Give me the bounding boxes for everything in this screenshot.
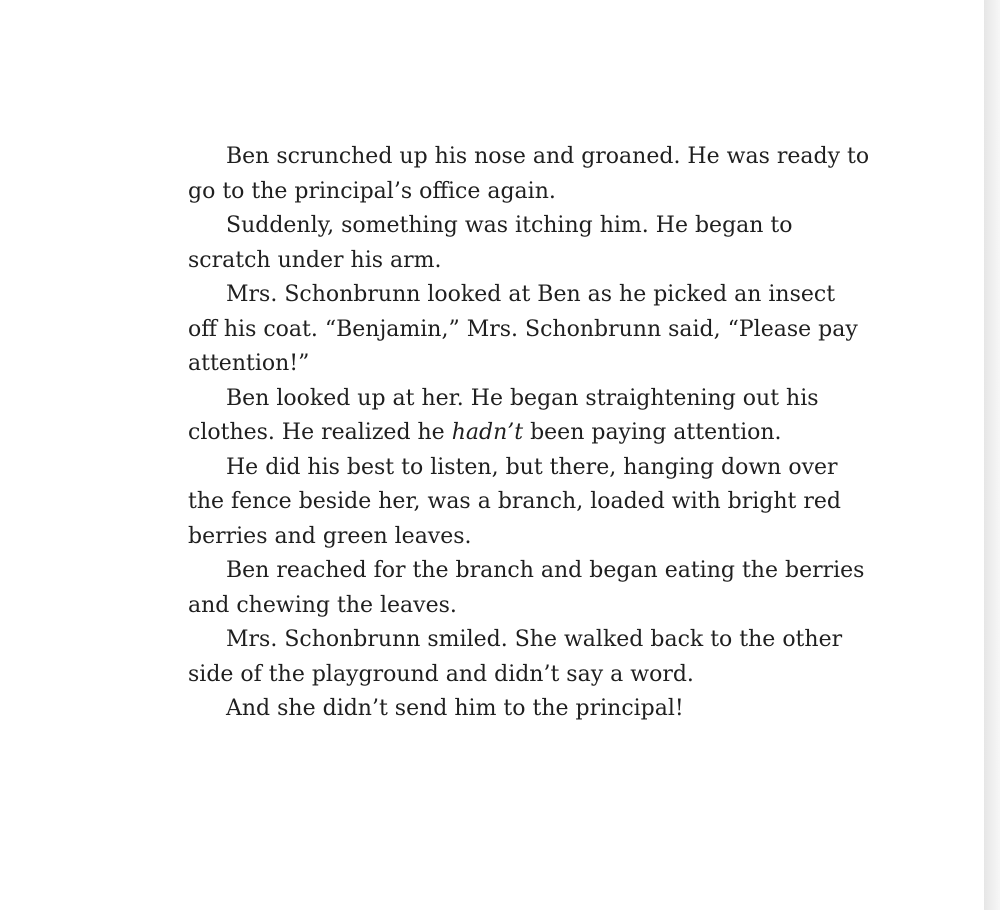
text-line: scratch under his arm. (188, 247, 442, 273)
paragraph-4 (188, 382, 868, 451)
text-line: side of the playground and didn’t say a word. (188, 661, 694, 687)
text-run: clothes. He realized he (188, 420, 452, 445)
paragraph-3 (188, 278, 868, 382)
text-line: off his coat. “Benjamin,” Mrs. Schonbrunn said, “Please pay (188, 316, 858, 342)
text-line: Ben reached for the branch and began eating the berries (226, 558, 865, 583)
text-line: the fence beside her, was a branch, loaded with bright red (188, 489, 841, 514)
text-run: been paying attention. (523, 420, 782, 445)
emphasized-word: hadn’t (451, 420, 524, 445)
text-line: He did his best to listen, but there, hanging down over (226, 454, 838, 480)
text-line: Mrs. Schonbrunn looked at Ben as he picked an insect (226, 282, 836, 307)
text-line: attention!” (188, 351, 310, 376)
paragraph-6 (188, 554, 868, 623)
text-line: Ben looked up at her. He began straightening out his (226, 385, 819, 411)
text-line: and chewing the leaves. (188, 592, 457, 618)
paragraph-5 (188, 451, 868, 555)
paragraph-8 (188, 692, 868, 727)
text-line (188, 416, 868, 451)
text-line: And she didn’t send him to the principal! (226, 696, 684, 721)
story-text (188, 140, 868, 727)
text-line: Ben scrunched up his nose and groaned. He was ready to (226, 144, 870, 169)
paragraph-2 (188, 209, 868, 278)
text-line: Suddenly, something was itching him. He began to (226, 213, 793, 238)
paragraph-7 (188, 623, 868, 692)
text-line: go to the principal’s office again. (188, 178, 556, 204)
text-line: berries and green leaves. (188, 523, 472, 549)
page-edge (984, 0, 1000, 910)
text-line: Mrs. Schonbrunn smiled. She walked back to the other (226, 627, 843, 652)
paragraph-1 (188, 140, 868, 209)
